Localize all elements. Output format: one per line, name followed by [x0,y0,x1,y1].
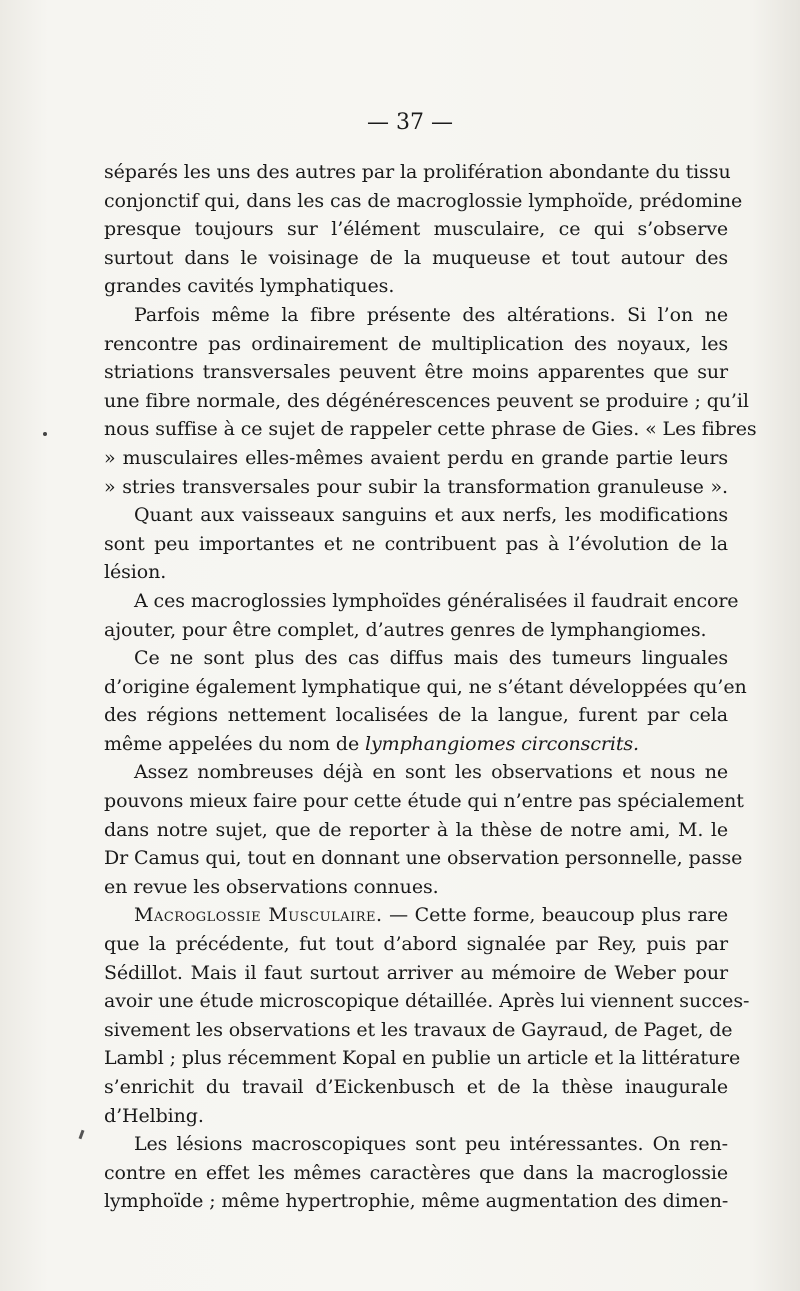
text-line: Lambl ; plus récemment Kopal en publie un article et la littérature [104,1047,741,1070]
text-fragment: — Cette forme, beaucoup plus rare [389,904,728,927]
text-line: Assez nombreuses déjà en sont les observations et nous ne [134,761,728,784]
text-line: que la précédente, fut tout d’abord signalée par Rey, puis par [104,933,728,956]
text-line: » musculaires elles-mêmes avaient perdu en grande partie leurs [104,446,728,469]
text-line: Sédillot. Mais il faut surtout arriver au mémoire de Weber pour [104,961,728,984]
text-line: des régions nettement localisées de la langue, furent par cela [104,704,728,727]
text-line: d’origine également lymphatique qui, ne s’étant développées qu’en [104,675,747,698]
text-line: en revue les observations connues. [104,875,439,898]
text-line: nous suffise à ce sujet de rappeler cette phrase de Gies. « Les fibres [104,418,757,441]
text-line: » stries transversales pour subir la transformation granuleuse ». [104,475,728,498]
text-line: dans notre sujet, que de reporter à la thèse de notre ami, M. le [104,818,728,841]
page-number: — 37 — [367,110,453,135]
text-line [104,901,728,930]
text-line: Ce ne sont plus des cas diffus mais des tumeurs linguales [134,647,728,670]
text-line: sivement les observations et les travaux de Gayraud, de Paget, de [104,1018,733,1041]
text-line: lymphoïde ; même hypertrophie, même augmentation des dimen- [104,1190,729,1213]
italic-term: lymphangiomes circonscrits. [365,732,639,755]
text-line: Parfois même la fibre présente des altérations. Si l’on ne [134,303,728,326]
text-line: sont peu importantes et ne contribuent pas à l’évolution de la [104,532,728,555]
text-line: avoir une étude microscopique détaillée. Après lui viennent succes- [104,990,750,1013]
text-line [104,730,728,759]
text-line: striations transversales peuvent être moins apparentes que sur [104,361,728,384]
text-fragment: même appelées du nom de [104,732,360,755]
text-line: conjonctif qui, dans les cas de macroglossie lymphoïde, prédomine [104,189,743,212]
text-line: presque toujours sur l’élément musculaire, ce qui s’observe [104,218,728,241]
margin-speck [43,432,47,436]
margin-mark [79,1130,85,1139]
text-line: Dr Camus qui, tout en donnant une observation personnelle, passe [104,847,743,870]
body-text [104,158,757,1216]
text-line: A ces macroglossies lymphoïdes généralisées il faudrait encore [134,589,739,612]
text-line: Les lésions macroscopiques sont peu intéressantes. On ren- [134,1133,728,1156]
text-line: d’Helbing. [104,1104,204,1127]
text-line: une fibre normale, des dégénérescences peuvent se produire ; qu’il [104,389,749,412]
text-line: Quant aux vaisseaux sanguins et aux nerfs, les modifications [134,504,728,527]
section-heading: Macroglossie Musculaire. [134,904,383,927]
text-line: lésion. [104,561,167,584]
text-line: surtout dans le voisinage de la muqueuse et tout autour des [104,246,728,269]
text-line: grandes cavités lymphatiques. [104,275,395,298]
text-line: ajouter, pour être complet, d’autres genres de lymphangiomes. [104,618,707,641]
text-line: s’enrichit du travail d’Eickenbusch et de la thèse inaugurale [104,1076,728,1098]
text-line: séparés les uns des autres par la prolifération abondante du tissu [104,161,731,183]
text-line: pouvons mieux faire pour cette étude qui n’entre pas spécialement [104,790,744,813]
text-line: contre en effet les mêmes caractères que dans la macroglossie [104,1161,728,1184]
text-line: rencontre pas ordinairement de multiplication des noyaux, les [104,332,728,355]
